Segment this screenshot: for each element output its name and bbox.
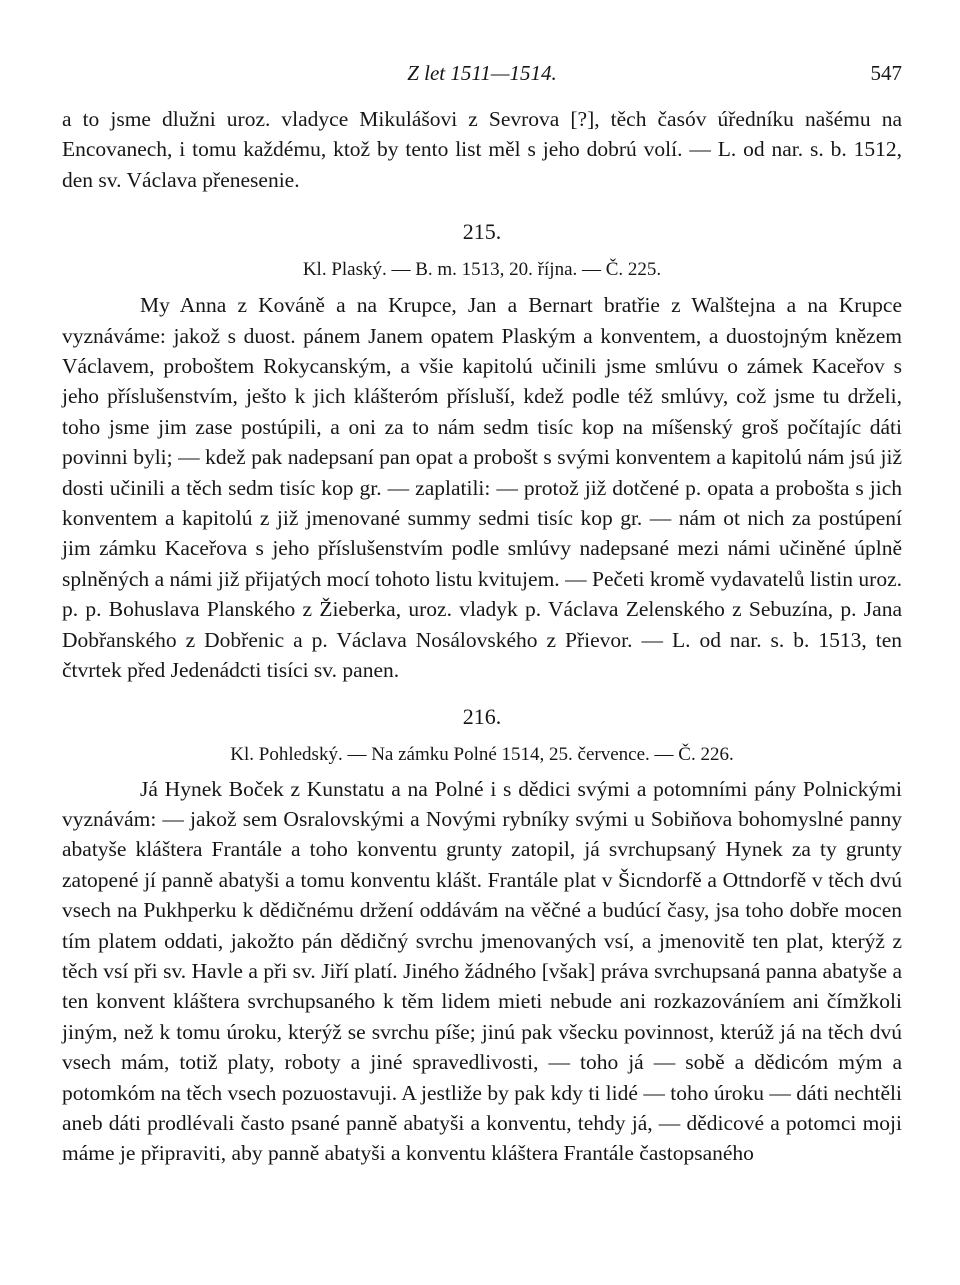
- document-text-215: My Anna z Kováně a na Krupce, Jan a Bernart bratřie z Walštejna a na Krupce vyznáváme: jakož s duost. pánem Janem opatem Plaským a konventem, a duostojným knězem Václavem, proboštem Rokycanským, a všie kapitolú učinili jsme smlúvu o zámek Kaceřov s jeho příslušenstvím, ješto k jich klášteróm přísluší, kdež podle též smlúvy, což jsme tu drželi, toho jsme jim zase postúpili, a oni za to nám sedm tisíc kop na míšenský groš počítajíc dáti povinni byli; — kdež pak nadepsaní pan opat a probošt s svými konventem a kapitolú nám jsú již dosti učinili a těch sedm tisíc kop gr. — zaplatili: — protož již dotčené p. opata a probošta s jich konventem a kapitolú z již jmenované summy sedmi tisíc kop gr. — nám ot nich za postúpení jim zámku Kaceřova s jeho příslušenstvím podle smlúvy nadepsané mezi námi učiněné úplně splněných a námi již přijatých mocí tohoto listu kvitujem. — Pečeti kromě vydavatelů listin uroz. p. p. Bohuslava Planského z Žieberka, uroz. vladyk p. Václava Zelenského z Sebuzína, p. Jana Dobřanského z Dobřenic a p. Václava Nosálovského z Přievor. — L. od nar. s. b. 1513, ten čtvrtek před Jedenádcti tisíci sv. panen.: [62, 293, 902, 683]
- continuation-paragraph: a to jsme dlužni uroz. vladyce Mikulášovi z Sevrova [?], těch časóv úředníku našému na Encovanech, i tomu každému, ktož by tento list měl s jeho dobrú volí. — L. od nar. s. b. 1512, den sv. Václava přenesenie.: [62, 107, 902, 192]
- document-text-216: Já Hynek Boček z Kunstatu a na Polné i s dědici svými a potomními pány Polnickými vyznávám: — jakož sem Osralovskými a Novými rybníky svými u Sobiňova bohomyslné panny abatyše kláštera Frantále a toho konventu grunty zatopil, já svrchupsaný Hynek za ty grunty zatopené jí panně abatyši a tomu konventu klášt. Frantále plat v Šicndorfě a Ottndorfě v těch dvú vsech na Pukhperku k dědičnému držení oddávám na věčné a budúcí časy, jsa toho dobře mocen tím platem oddati, jakožto pán dědičný svrchu jmenovaných vsí, a jmenovitě ten plat, kterýž z těch vsí při sv. Havle a při sv. Jiří platí. Jiného žádného [však] práva svrchupsaná panna abatyše a ten konvent kláštera svrchupsaného k těm lidem mieti nebude ani rozkazováníem ani čímžkoli jiným, než k tomu úroku, kterýž se svrchu píše; jinú pak všecku povinnost, kterúž já na těch dvú vsech mám, totiž platy, roboty a jiné spravedlivosti, — toho já — sobě a dědicóm mým a potomkóm na těch vsech pozuostavuji. A jestliže by pak kdy ti lidé — toho úroku — dáti nechtěli aneb dáti prodlévali často psané panně abatyši a konventu, tehdy já, — dědicové a potomci moji máme je připraviti, aby panně abatyši a konventu kláštera Frantále častopsaného: [62, 776, 902, 1166]
- document-regest-215: Kl. Plaský. — B. m. 1513, 20. října. — Č. 225.: [302, 259, 662, 281]
- page-number: 547: [870, 61, 902, 85]
- document-regest-216: Kl. Pohledský. — Na zámku Polné 1514, 25. července. — Č. 226.: [230, 743, 734, 765]
- running-head: [62, 58, 902, 88]
- document-number-216: 216.: [462, 703, 502, 729]
- document-number-215: 215.: [462, 219, 502, 245]
- running-title: Z let 1511—1514.: [407, 61, 557, 85]
- page-body: [62, 104, 902, 1169]
